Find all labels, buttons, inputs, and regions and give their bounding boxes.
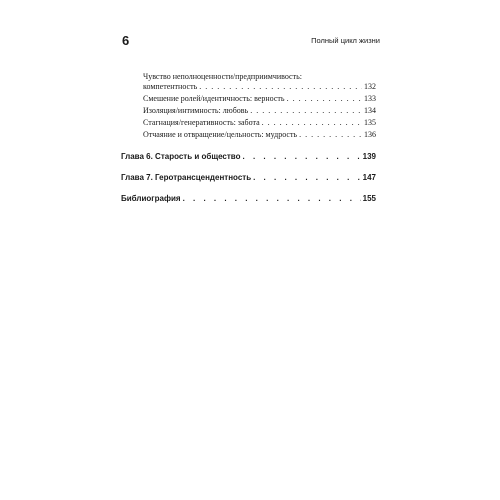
toc-entry-page: 136 (364, 130, 376, 139)
toc-entry-label: компетентность (143, 82, 198, 91)
dot-leader (250, 106, 362, 115)
toc-chapter-7 (121, 173, 376, 182)
toc-entry-inferiority (143, 82, 376, 91)
toc-entry-intimacy (143, 106, 376, 115)
toc-chapter-6 (121, 152, 376, 161)
toc-chapter-label: Библиография (121, 194, 181, 203)
dot-leader (253, 173, 361, 182)
toc-chapter-label: Глава 7. Геротрансцендентность (121, 173, 252, 182)
toc-chapter-page: 139 (362, 152, 376, 161)
toc-entry-label: Стагнация/генеративность: забота (143, 118, 260, 127)
toc-entry-label: Отчаяние и отвращение/цельность: мудрость (143, 130, 298, 139)
dot-leader (299, 130, 362, 139)
toc-chapter-label: Глава 6. Старость и общество (121, 152, 241, 161)
toc-entry-identity (143, 94, 376, 103)
toc-entry-generativity (143, 118, 376, 127)
dot-leader (243, 152, 361, 161)
toc-entry-integrity (143, 130, 376, 139)
toc-entry-page: 132 (364, 82, 376, 91)
toc-chapter-page: 155 (362, 194, 376, 203)
page-number: 6 (122, 33, 130, 48)
running-header-title: Полный цикл жизни (311, 36, 380, 45)
dot-leader (183, 194, 361, 203)
toc-bibliography (121, 194, 376, 203)
toc-entry-page: 133 (364, 94, 376, 103)
toc-entry-label: Изоляция/интимность: любовь (143, 106, 249, 115)
toc-entry-inferiority-line1: Чувство неполноценности/предприимчивость: (143, 72, 302, 81)
toc-entry-page: 135 (364, 118, 376, 127)
dot-leader (262, 118, 362, 127)
dot-leader (287, 94, 362, 103)
toc-entry-page: 134 (364, 106, 376, 115)
toc-chapter-page: 147 (362, 173, 376, 182)
dot-leader (199, 82, 362, 91)
toc-entry-label: Смешение ролей/идентичность: верность (143, 94, 285, 103)
